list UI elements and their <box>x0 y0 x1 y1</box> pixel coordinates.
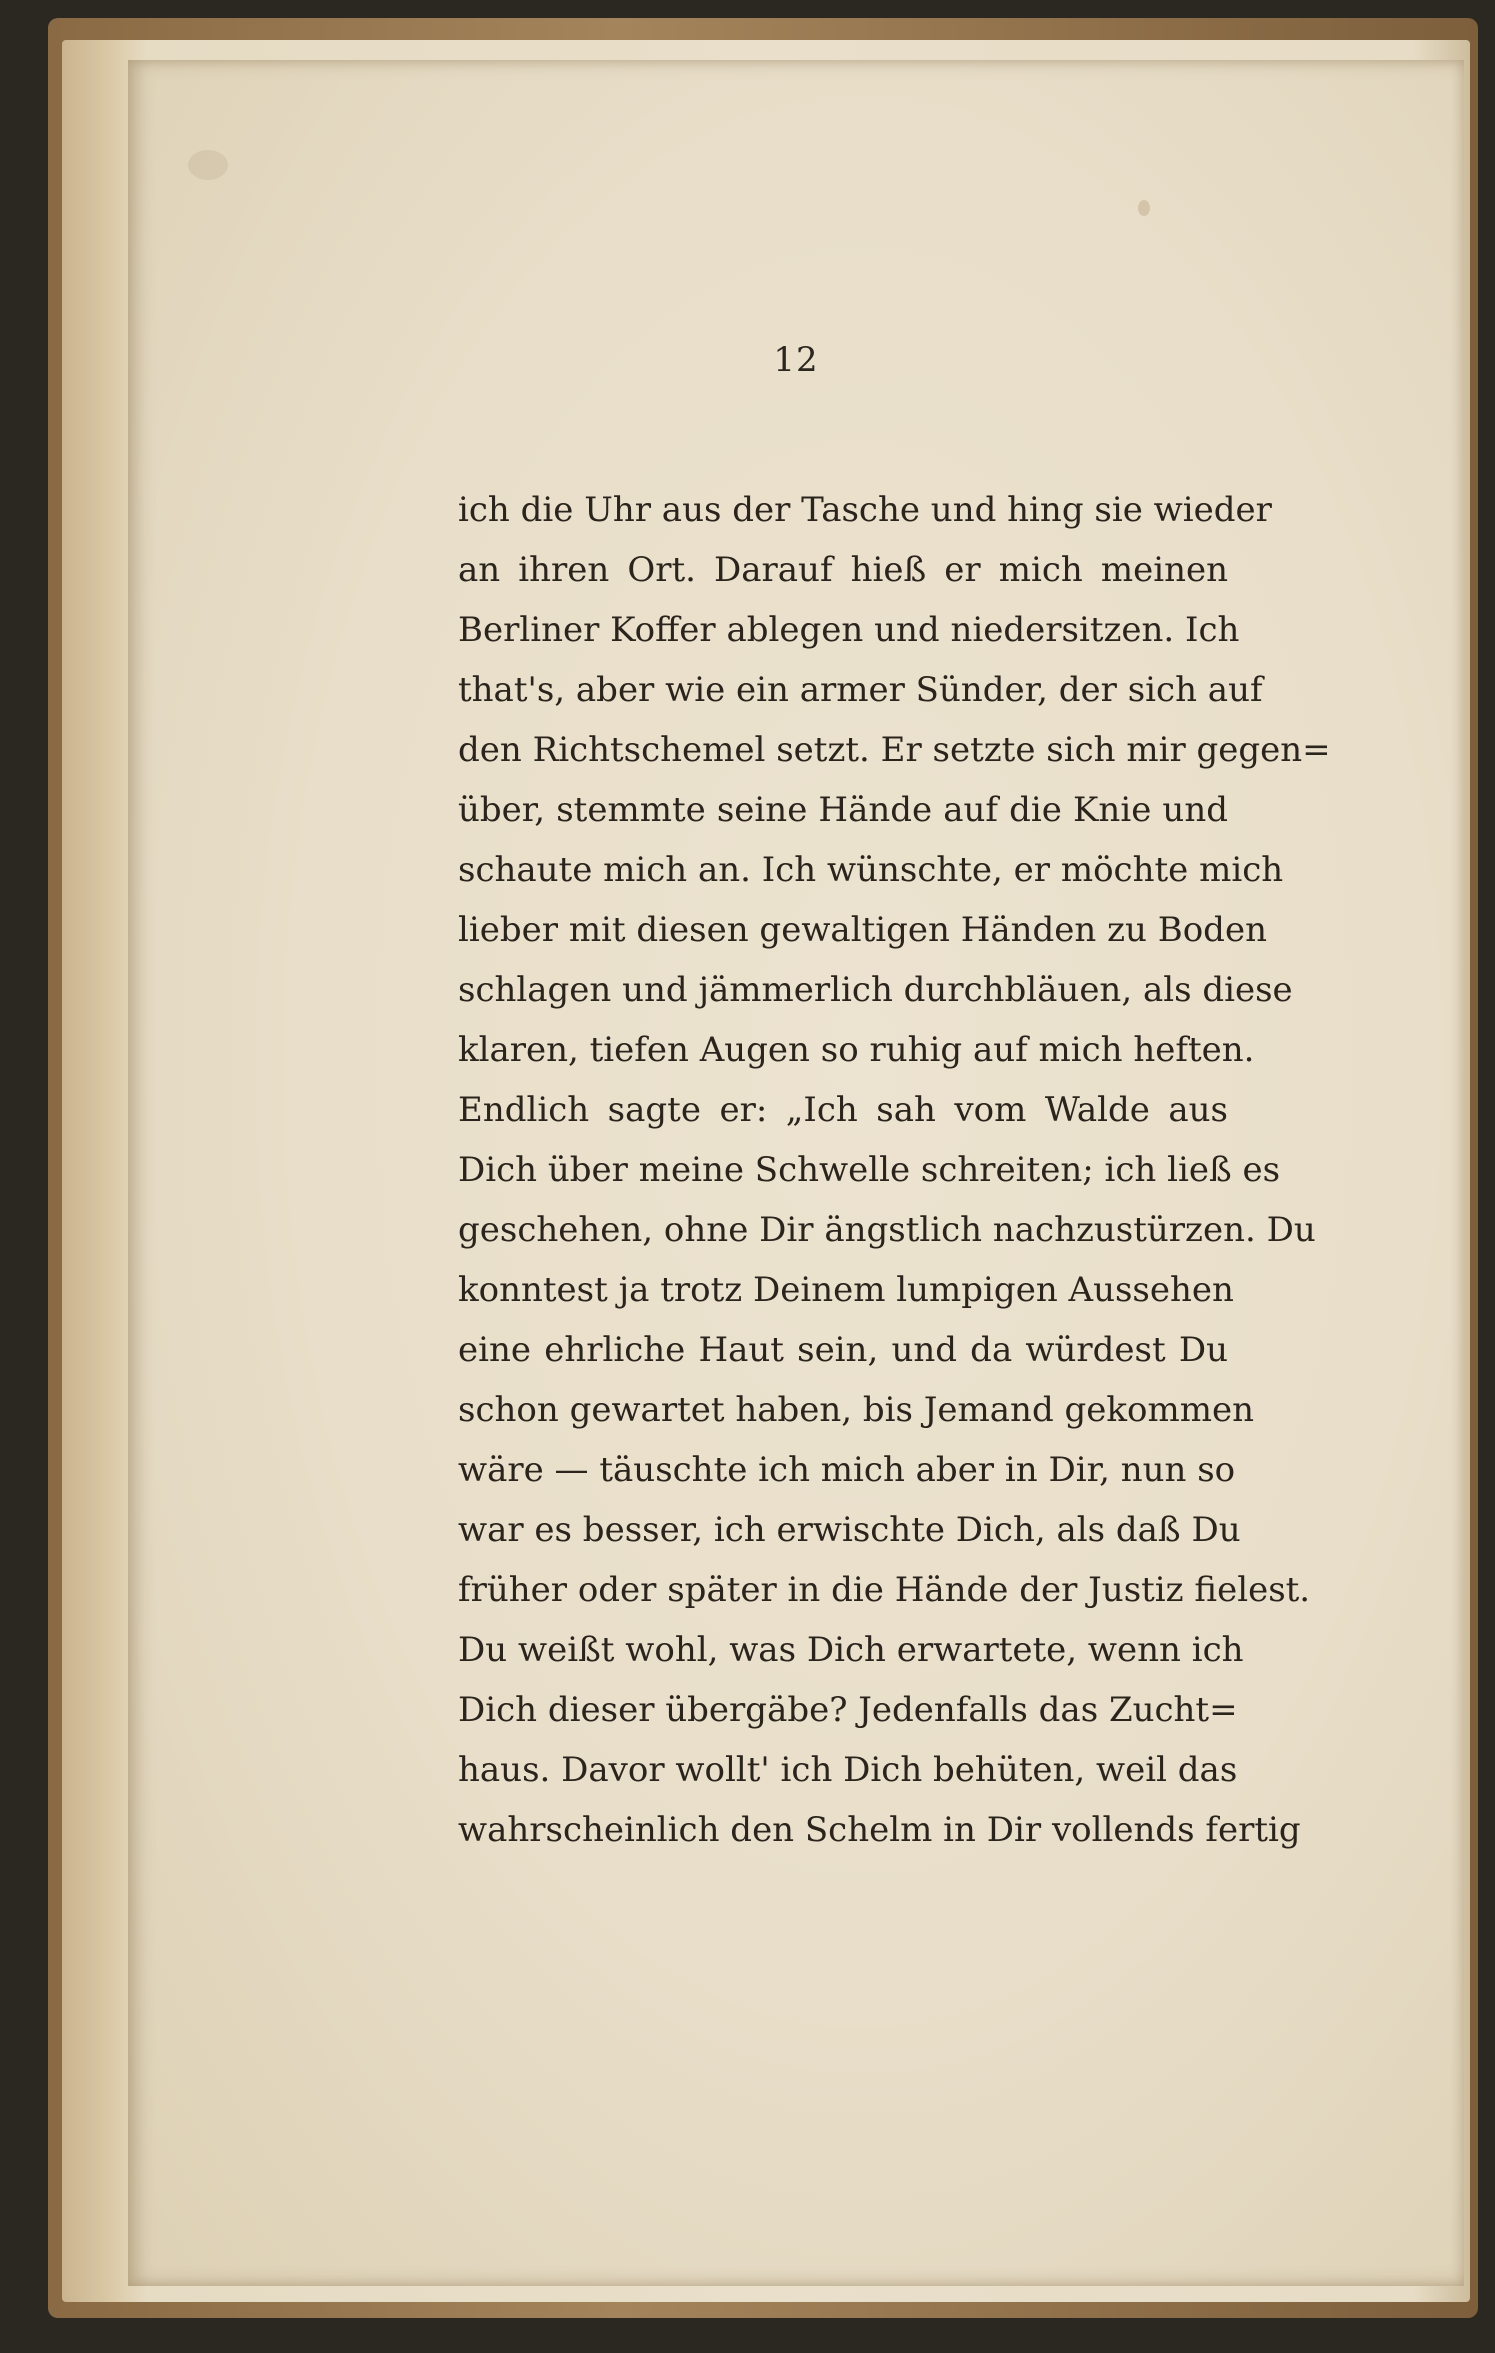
text-line: Dich dieser übergäbe? Jedenfalls das Zucht= <box>458 1690 1238 1730</box>
text-line: schon gewartet haben, bis Jemand gekommen <box>458 1390 1254 1430</box>
page-number: 12 <box>773 340 819 380</box>
text-line: früher oder später in die Hände der Justiz fielest. <box>458 1570 1311 1610</box>
text-line: Dich über meine Schwelle schreiten; ich ließ es <box>458 1150 1281 1190</box>
text-line: Endlich sagte er: „Ich sah vom Walde aus <box>458 1090 1228 1130</box>
book-page <box>128 60 1464 2286</box>
paper-stain <box>1138 200 1150 216</box>
text-line: Berliner Koffer ablegen und niedersitzen. Ich <box>458 610 1240 650</box>
text-line: wäre — täuschte ich mich aber in Dir, nun so <box>458 1450 1236 1490</box>
text-line: lieber mit diesen gewaltigen Händen zu Boden <box>458 910 1267 950</box>
text-line: schaute mich an. Ich wünschte, er möchte mich <box>458 850 1284 890</box>
text-line: geschehen, ohne Dir ängstlich nachzustürzen. Du <box>458 1210 1316 1250</box>
body-text <box>458 480 1331 1860</box>
text-line: den Richtschemel setzt. Er setzte sich mir gegen= <box>458 730 1331 770</box>
text-line: haus. Davor wollt' ich Dich behüten, weil das <box>458 1750 1238 1790</box>
text-line: ich die Uhr aus der Tasche und hing sie wieder <box>458 490 1272 530</box>
text-line: eine ehrliche Haut sein, und da würdest Du <box>458 1330 1228 1370</box>
text-line: schlagen und jämmerlich durchbläuen, als diese <box>458 970 1293 1010</box>
text-line: klaren, tiefen Augen so ruhig auf mich heften. <box>458 1030 1255 1070</box>
paper-stain <box>188 150 228 180</box>
text-line: konntest ja trotz Deinem lumpigen Aussehen <box>458 1270 1234 1310</box>
text-line: Du weißt wohl, was Dich erwartete, wenn ich <box>458 1630 1244 1670</box>
text-line: wahrscheinlich den Schelm in Dir vollends fertig <box>458 1810 1301 1850</box>
text-line: that's, aber wie ein armer Sünder, der sich auf <box>458 670 1263 710</box>
text-line: über, stemmte seine Hände auf die Knie und <box>458 790 1228 830</box>
text-line: an ihren Ort. Darauf hieß er mich meinen <box>458 550 1228 590</box>
text-line: war es besser, ich erwischte Dich, als daß Du <box>458 1510 1241 1550</box>
